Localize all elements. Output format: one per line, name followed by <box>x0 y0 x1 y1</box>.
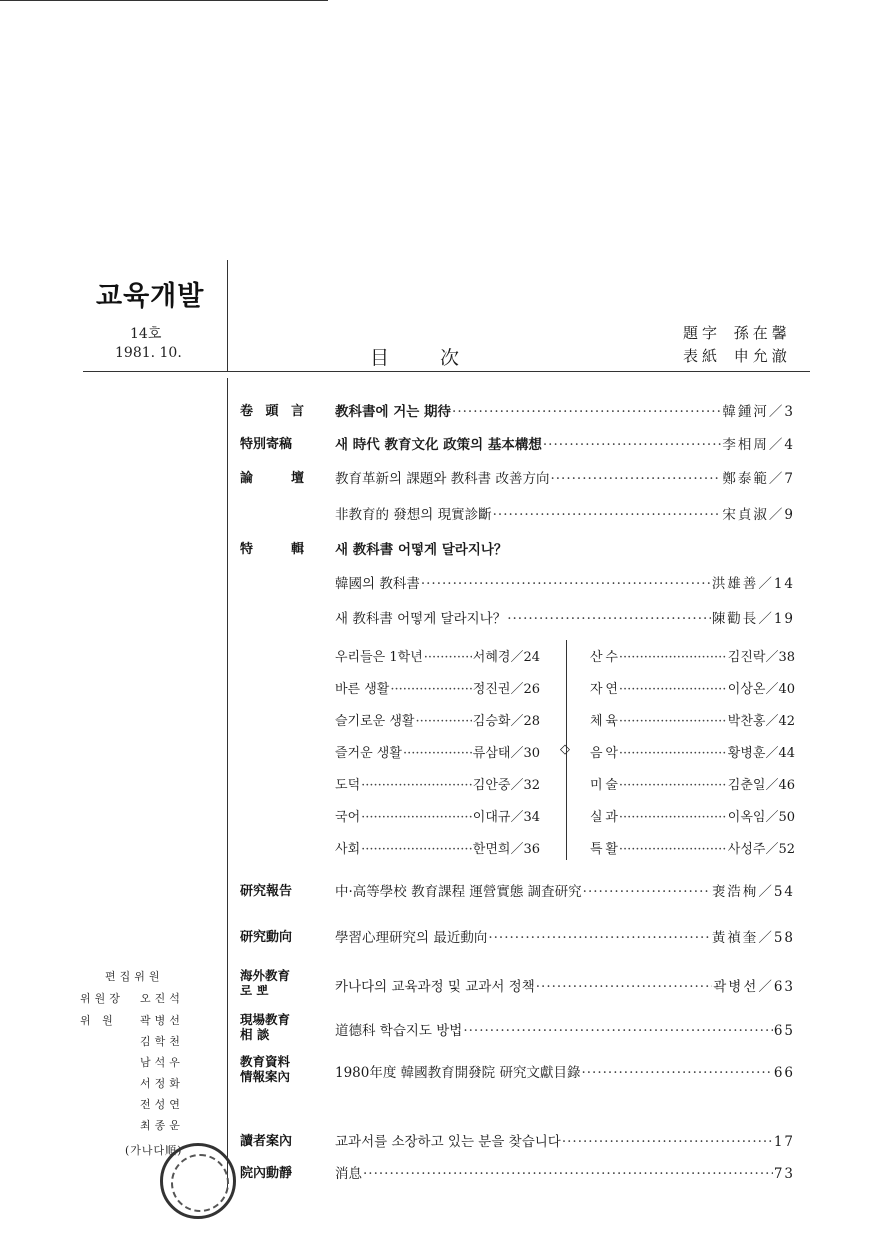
leader-dots <box>581 1065 772 1081</box>
leader-dots <box>390 682 471 697</box>
entry-author: 곽병선／63 <box>713 979 795 995</box>
editor-member: 서정화 <box>140 1077 184 1090</box>
leader-dots <box>361 810 472 825</box>
section-label: 特別寄稿 <box>240 437 293 452</box>
subject-entry <box>335 742 540 761</box>
subject-title: 도 덕 <box>335 778 361 793</box>
credit-name: 申允澈 <box>733 347 791 365</box>
editors-chair-label: 위원장 <box>80 992 124 1005</box>
toc-entry <box>335 607 795 627</box>
toc-entry <box>335 926 795 946</box>
top-rule <box>0 0 328 1</box>
entry-page: 73 <box>773 1166 795 1182</box>
toc-entry <box>335 503 795 523</box>
section-label: 教育資料 情報案內 <box>240 1054 291 1084</box>
entry-author: 裵浩栒／54 <box>711 884 795 900</box>
leader-dots <box>543 437 722 453</box>
masthead-divider <box>227 260 228 372</box>
subject-title: 국 어 <box>335 810 361 825</box>
library-seal <box>160 1143 236 1219</box>
subject-title: 사 회 <box>335 842 361 857</box>
subject-title: 산 수 <box>590 650 618 665</box>
subject-title: 음 악 <box>590 746 618 761</box>
leader-dots <box>403 746 472 761</box>
toc-entry <box>335 975 795 995</box>
credit-calligraphy <box>683 322 791 343</box>
subject-author: 이옥임／50 <box>727 810 795 825</box>
entry-title: 카나다의 교육과정 및 교과서 정책 <box>335 979 535 995</box>
editor-member: 김학천 <box>140 1035 184 1048</box>
subject-entry <box>590 678 795 697</box>
subject-author: 한면희／36 <box>472 842 540 857</box>
subject-entry <box>590 646 795 665</box>
entry-page: 65 <box>773 1023 795 1039</box>
section-label: 特 輯 <box>240 542 304 557</box>
entry-title: 韓國의 教科書 <box>335 576 420 592</box>
entry-author: 鄭泰範／7 <box>722 471 795 487</box>
subject-entry <box>590 806 795 825</box>
toc-entry <box>335 433 795 453</box>
subject-title: 특 활 <box>590 842 618 857</box>
section-label: 現場教育 相 談 <box>240 1012 291 1042</box>
toc-entry <box>335 1130 795 1150</box>
editor-member: 곽병선 <box>140 1014 184 1027</box>
entry-page: 17 <box>773 1134 795 1150</box>
leader-dots <box>619 746 727 761</box>
subject-title: 바른 생활 <box>335 682 390 697</box>
leader-dots <box>619 650 727 665</box>
subject-entry <box>335 678 540 697</box>
entry-author: 洪雄善／14 <box>711 576 795 592</box>
leader-dots <box>619 714 727 729</box>
entry-author: 李相周／4 <box>722 437 795 453</box>
credit-cover <box>683 345 791 366</box>
entry-title: 새 教科書 어떻게 달라지나？ <box>335 611 507 627</box>
editors-heading: 편집위원 <box>105 970 164 983</box>
leader-dots <box>619 682 727 697</box>
entry-title: 새 時代 教育文化 政策의 基本構想 <box>335 437 542 453</box>
entry-title: 消息 <box>335 1166 362 1182</box>
leader-dots <box>507 611 711 627</box>
section-label: 讀者案內 <box>240 1134 293 1149</box>
leader-dots <box>415 714 471 729</box>
section-label: 研究報告 <box>240 884 293 899</box>
leader-dots <box>583 884 711 900</box>
entry-title: 道德科 학습지도 방법 <box>335 1023 463 1039</box>
subject-author: 류삼태／30 <box>472 746 540 761</box>
credit-label: 表紙 <box>683 347 722 365</box>
leader-dots <box>488 930 710 946</box>
editor-member: 전성연 <box>140 1098 184 1111</box>
credit-name: 孫在馨 <box>733 324 791 342</box>
diamond-icon: ◇ <box>560 742 570 757</box>
toc-entry <box>335 880 795 900</box>
entry-title: 非教育的 發想의 現實診斷 <box>335 507 492 523</box>
entry-author: 黃禎奎／58 <box>711 930 795 946</box>
subject-title: 슬기로운 생활 <box>335 714 415 729</box>
subject-author: 이상온／40 <box>727 682 795 697</box>
leader-dots <box>536 979 712 995</box>
entry-page: 66 <box>773 1065 795 1081</box>
subject-entry <box>335 646 540 665</box>
editors-member-label: 위 원 <box>80 1014 117 1027</box>
subject-author: 김승화／28 <box>472 714 540 729</box>
toc-entry <box>335 467 795 487</box>
leader-dots <box>619 810 727 825</box>
subject-author: 김안중／32 <box>472 778 540 793</box>
leader-dots <box>363 1166 773 1182</box>
toc-title-right: 次 <box>440 347 462 369</box>
subject-author: 사성주／52 <box>727 842 795 857</box>
toc-entry <box>335 400 795 420</box>
subject-entry <box>590 838 795 857</box>
section-label: 院內動靜 <box>240 1166 293 1181</box>
issue-number: 14호 <box>130 326 162 342</box>
subject-author: 김진락／38 <box>727 650 795 665</box>
entry-title: 中·高等學校 教育課程 運營實態 調査研究 <box>335 884 582 900</box>
entry-title: 새 教科書 어떻게 달라지나？ <box>335 542 508 558</box>
entry-author: 陳勸長／19 <box>711 611 795 627</box>
editor-member: 최종운 <box>140 1119 184 1132</box>
subject-title: 즐거운 생활 <box>335 746 402 761</box>
section-label: 論 壇 <box>240 471 304 486</box>
leader-dots <box>562 1134 773 1150</box>
leader-dots <box>361 842 472 857</box>
subject-title: 미 술 <box>590 778 618 793</box>
subject-entry <box>590 710 795 729</box>
subject-title: 우리들은 1학년 <box>335 650 423 665</box>
leader-dots <box>424 650 472 665</box>
section-label: 研究動向 <box>240 930 293 945</box>
entry-title: 學習心理研究의 最近動向 <box>335 930 488 946</box>
entry-author: 韓鍾河／3 <box>722 404 795 420</box>
subject-author: 서혜경／24 <box>472 650 540 665</box>
subject-author: 이대규／34 <box>472 810 540 825</box>
subject-entry <box>335 838 540 857</box>
magazine-logo: 교육개발 <box>96 281 205 312</box>
subject-entry <box>335 806 540 825</box>
leader-dots <box>361 778 472 793</box>
leader-dots <box>463 1023 772 1039</box>
section-label: 卷 頭 言 <box>240 404 304 419</box>
credit-label: 題字 <box>683 324 722 342</box>
editors-order-note: (가나다順) <box>125 1144 183 1157</box>
subject-author: 박찬홍／42 <box>727 714 795 729</box>
editors-chair: 오진석 <box>140 992 184 1005</box>
leader-dots <box>619 778 727 793</box>
entry-title: 교과서를 소장하고 있는 분을 찾습니다 <box>335 1134 561 1150</box>
header-rule <box>83 371 810 372</box>
editor-member: 남석우 <box>140 1056 184 1069</box>
entry-title: 教育革新의 課題와 教科書 改善方向 <box>335 471 550 487</box>
toc-entry <box>335 1019 795 1039</box>
entry-title: 1980年度 韓國教育開發院 研究文獻目錄 <box>335 1065 581 1081</box>
leader-dots <box>493 507 722 523</box>
toc-title-left: 目 <box>370 347 392 369</box>
subject-entry <box>335 710 540 729</box>
subject-author: 정진권／26 <box>472 682 540 697</box>
subject-author: 김춘일／46 <box>727 778 795 793</box>
issue-date: 1981. 10. <box>115 345 182 361</box>
subject-title: 체 육 <box>590 714 618 729</box>
leader-dots <box>550 471 721 487</box>
entry-author: 宋貞淑／9 <box>722 507 795 523</box>
section-divider <box>227 378 228 1188</box>
subject-title: 자 연 <box>590 682 618 697</box>
toc-entry <box>335 1061 795 1081</box>
leader-dots <box>421 576 711 592</box>
section-label: 海外教育 로 뽀 <box>240 968 291 998</box>
subject-entry <box>590 742 795 761</box>
leader-dots <box>619 842 727 857</box>
leader-dots <box>452 404 721 420</box>
subject-author: 황병훈／44 <box>727 746 795 761</box>
entry-title: 教科書에 거는 期待 <box>335 404 452 420</box>
toc-entry <box>335 538 795 558</box>
subject-entry <box>335 774 540 793</box>
subject-title: 실 과 <box>590 810 618 825</box>
toc-entry <box>335 572 795 592</box>
toc-entry <box>335 1162 795 1182</box>
subject-entry <box>590 774 795 793</box>
